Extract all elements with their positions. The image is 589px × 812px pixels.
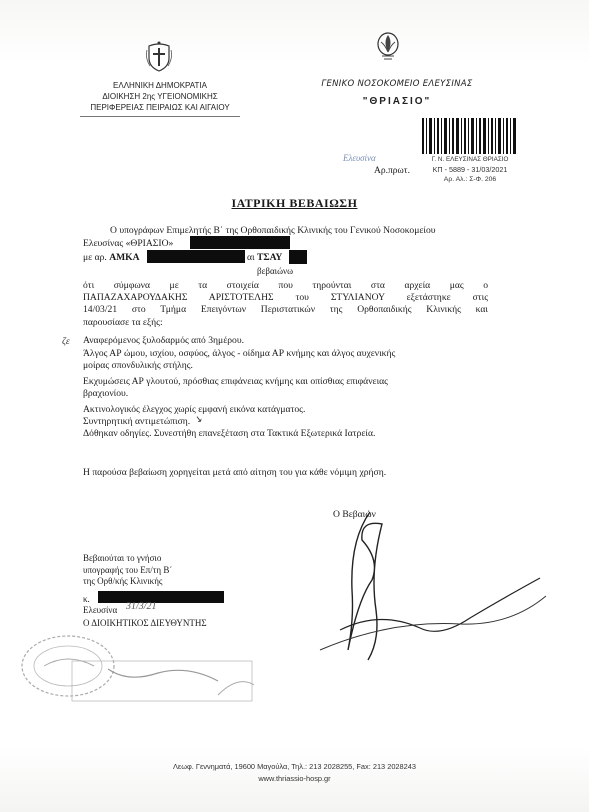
footer-website: www.thriassio-hosp.gr: [258, 774, 331, 783]
hospital-brand: "ΘΡΙΑΣΙΟ": [362, 96, 432, 107]
tsay-line: [247, 252, 282, 264]
barcode-file: Αρ. Αλ.: Σ-Φ. 206: [443, 176, 497, 183]
redaction-tsay: [289, 250, 307, 264]
redaction-amka: [147, 250, 245, 263]
amka-prefix: με αρ.: [83, 252, 110, 263]
amka-line: [83, 252, 140, 264]
findings-handwritten-mark: ζε: [62, 336, 70, 347]
tsay-label: ΤΣΑΥ: [257, 252, 283, 263]
statement-line-2: ΠΑΠΑΖΑΧΑΡΟΥΔΑΚΗΣ ΑΡΙΣΤΟΤΕΛΗΣ του ΣΤΥΛΙΑΝΟΥ εξετάστηκε στις: [83, 292, 488, 303]
barcode-org: Γ. Ν. ΕΛΕΥΣΙΝΑΣ ΘΡΙΑΣΙΟ: [431, 156, 509, 163]
left-header: [80, 80, 240, 113]
document-title: ΙΑΤΡΙΚΗ ΒΕΒΑΙΩΣΗ: [231, 196, 358, 210]
finding-3b: βραχιονίου.: [83, 388, 129, 399]
certify-word: βεβαιώνω: [257, 266, 293, 276]
amka-mid: αι: [247, 252, 258, 263]
header-republic: ΕΛΛΗΝΙΚΗ ΔΗΜΟΚΡΑΤΙΑ: [113, 81, 207, 90]
finding-5: Συντηρητική αντιμετώπιση.: [83, 416, 191, 427]
intro-line-1: Ο υπογράφων Επιμελητής Β΄ της Ορθοπαιδικής Κλινικής του Γενικού Νοσοκομείου: [110, 225, 436, 236]
auth-line-6: Ο ΔΙΟΙΚΗΤΙΚΟΣ ΔΙΕΥΘΥΝΤΗΣ: [83, 618, 207, 628]
finding-2b: μοίρας σπονδυλικής στήλης.: [83, 360, 193, 371]
intro-line-2: Ελευσίνας «ΘΡΙΑΣΙΟ»: [83, 238, 174, 249]
amka-label: ΑΜΚΑ: [109, 252, 140, 263]
redaction-admin-name: [98, 591, 224, 603]
header-region-name: ΠΕΡΙΦΕΡΕΙΑΣ ΠΕΙΡΑΙΩΣ ΚΑΙ ΑΙΓΑΙΟΥ: [90, 103, 230, 112]
auth-line-2: υπογραφής του Επ/τη Β΄: [83, 564, 173, 575]
finding-3a: Εκχυμώσεις ΑΡ γλουτού, πρόσθιας επιφάνειας κνήμης και οπίσθιας επιφάνειας: [83, 376, 388, 387]
doctor-signature-icon: [310, 500, 550, 670]
header-health-region: ΔΙΟΙΚΗΣΗ 2ης ΥΓΕΙΟΝΟΜΙΚΗΣ: [102, 92, 218, 101]
redaction-name: [190, 236, 290, 249]
auth-line-1: Βεβαιούται το γνήσιο: [83, 553, 162, 563]
finding-6: Δόθηκαν οδηγίες. Συνεστήθη επανεξέταση στα Τακτικά Εξωτερικά Ιατρεία.: [83, 428, 376, 439]
hospital-logo-icon: [375, 32, 401, 62]
auth-date-handwritten: 31/3/21: [126, 601, 157, 612]
closing-statement: Η παρούσα βεβαίωση χορηγείται μετά από αίτηση του για κάθε νόμιμη χρήση.: [83, 467, 387, 478]
finding-2a: Άλγος ΑΡ ώμου, ισχίου, οσφύος, άλγος - οίδημα ΑΡ κνήμης και άλγος αυχενικής: [83, 348, 396, 359]
registry-place: Ελευσίνα: [343, 153, 376, 163]
auth-line-5: Ελευσίνα: [83, 605, 118, 615]
protocol-label: Αρ.πρωτ.: [374, 166, 410, 176]
greek-coat-of-arms-icon: [145, 40, 173, 72]
barcode-icon: [420, 118, 520, 154]
header-underline: [80, 116, 240, 117]
admin-stamp-icon: [68, 655, 258, 710]
hospital-name: ΓΕΝΙΚΟ ΝΟΣΟΚΟΜΕΙΟ ΕΛΕΥΣΙΝΑΣ: [321, 79, 473, 89]
statement-line-4: παρουσίασε τα εξής:: [83, 317, 163, 328]
finding-4: Ακτινολογικός έλεγχος χωρίς εμφανή εικόνα κατάγματος.: [83, 404, 306, 415]
statement-line-3: 14/03/21 στο Τμήμα Επειγόντων Περιστατικών της Ορθοπαιδικής Κλινικής και: [83, 304, 488, 315]
authentication-block: [83, 553, 253, 588]
barcode-ref: ΚΠ - 5889 - 31/03/2021: [432, 165, 508, 174]
finding-5-handwritten-mark: ↘: [194, 414, 203, 425]
finding-1: Αναφερόμενος ξυλοδαρμός από 3ημέρου.: [83, 335, 244, 346]
footer-address: Λεωφ. Γεννηματά, 19600 Μαγούλα, Τηλ.: 213 2028255, Fax: 213 2028243: [173, 762, 416, 771]
statement-line-1: ότι σύμφωνα με τα στοιχεία που τηρούνται στα αρχεία μας ο: [83, 280, 488, 291]
auth-line-3: της Ορθ/κής Κλινικής: [83, 576, 163, 586]
signer-label: Ο Βεβαιών: [333, 509, 376, 520]
auth-line-4: κ.: [83, 594, 90, 604]
